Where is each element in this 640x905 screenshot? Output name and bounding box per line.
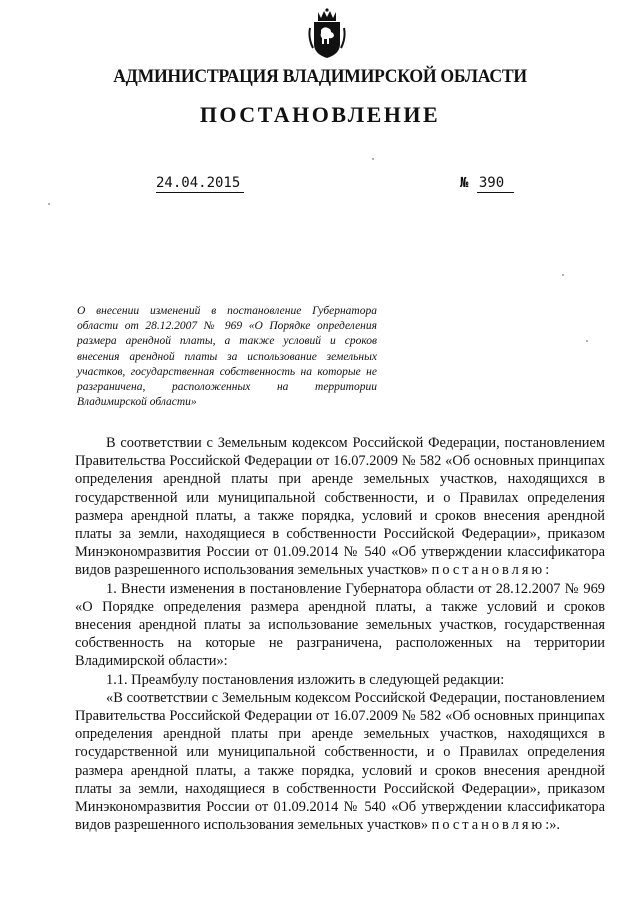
document-body (75, 434, 605, 834)
scan-speck (562, 274, 564, 276)
resolve-word: постановляю (431, 562, 546, 579)
paragraph-new-preamble-end: :». (545, 817, 560, 834)
resolve-word-quoted: постановляю (431, 817, 546, 834)
document-date: 24.04.2015 (156, 175, 244, 193)
document-type-title: ПОСТАНОВЛЕНИЕ (199, 102, 441, 127)
paragraph-new-preamble (75, 689, 605, 835)
scan-speck (586, 340, 588, 342)
coat-of-arms-icon (307, 8, 347, 60)
organization-title: АДМИНИСТРАЦИЯ ВЛАДИМИРСКОЙ ОБЛАСТИ (113, 66, 527, 87)
document-subject: О внесении изменений в постановление Губернатора области от 28.12.2007 № 969 «О Порядке определения размера арендной платы, а также условий и сроков внесения арендной платы за использование земельных участков, государственная собственность на которые не разграничена, расположенных на территории Владимирской области» (77, 305, 377, 409)
scan-speck (372, 158, 374, 160)
number-label: № (460, 175, 469, 191)
paragraph-preamble-end: : (545, 562, 550, 579)
paragraph-new-preamble-text: «В соответствии с Земельным кодексом Российской Федерации, постановлением Правительства Российской Федерации от 16.07.2009 № 582 «Об основных принципах определения арендной платы при аренде земельных участков, находящихся в государственной или муниципальной собственности, и о Правилах определения размера арендной платы, а также порядка, условий и сроков внесения арендной платы за земли, находящиеся в собственности Российской Федерации», приказом Минэкономразвития России от 01.09.2014 № 540 «Об утверждении классификатора видов разрешенного использования земельных участков» (75, 689, 605, 834)
number-value: 390 (477, 175, 514, 193)
paragraph-item-1: 1. Внести изменения в постановление Губернатора области от 28.12.2007 № 969 «О Порядке определения размера арендной платы, а также условий и сроков внесения арендной платы за использование земельных участков, государственная собственность на которые не разграничена, расположенных на территории Владимирской области»: (75, 580, 605, 670)
document-number (460, 175, 514, 193)
paragraph-item-1-1: 1.1. Преамбулу постановления изложить в следующей редакции: (106, 671, 505, 688)
scan-speck (48, 203, 50, 205)
paragraph-preamble (75, 434, 605, 580)
paragraph-preamble-text: В соответствии с Земельным кодексом Российской Федерации, постановлением Правительства Российской Федерации от 16.07.2009 № 582 «Об основных принципах определения арендной платы при аренде земельных участков, находящихся в государственной или муниципальной собственности, и о Правилах определения размера арендной платы, а также порядка, условий и сроков внесения арендной платы за земли, находящиеся в собственности Российской Федерации», приказом Минэкономразвития России от 01.09.2014 № 540 «Об утверждении классификатора видов разрешенного использования земельных участков» (75, 435, 605, 579)
